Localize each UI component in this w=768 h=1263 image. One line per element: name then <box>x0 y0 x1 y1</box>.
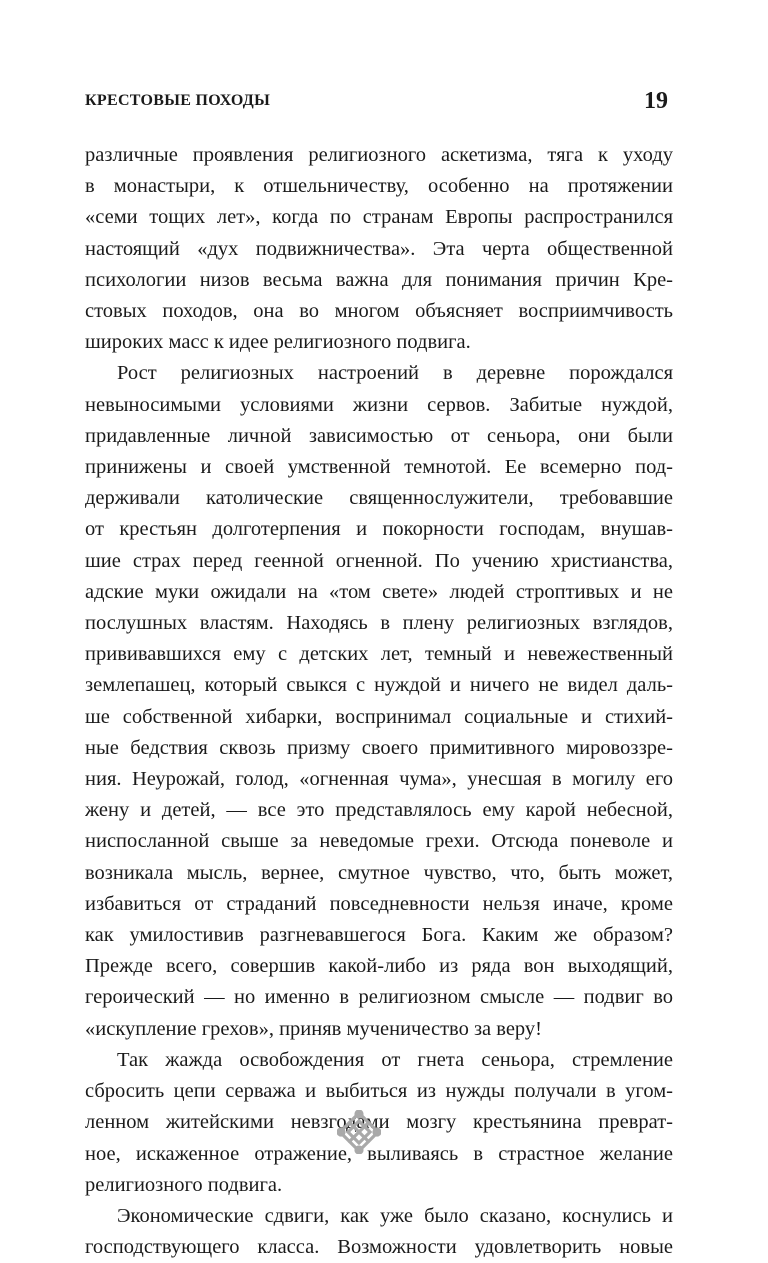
text-line: широких масс к идее религиозного подвига. <box>85 331 471 354</box>
text-line: жену и детей, — все это представлялось ему карой небесной, <box>85 799 673 822</box>
text-line: религиозного подвига. <box>85 1173 283 1196</box>
text-line: держивали католические священнослужители, требовавшие <box>85 487 673 510</box>
text-line: послушных властям. Находясь в плену религиозных взглядов, <box>85 612 673 635</box>
text-line: настоящий «дух подвижничества». Эта черта общественной <box>85 237 673 260</box>
running-title: КРЕСТОВЫЕ ПОХОДЫ <box>85 92 271 109</box>
text-line: прививавшихся ему с детских лет, темный и невежественный <box>85 643 673 666</box>
text-line: землепашец, который свыкся с нуждой и ничего не видел даль- <box>85 674 673 697</box>
text-line: «искупление грехов», приняв мученичество за веру! <box>85 1017 542 1040</box>
text-line: Рост религиозных настроений в деревне порождался <box>117 362 673 385</box>
text-line: психологии низов весьма важна для понимания причин Кре- <box>85 268 673 291</box>
text-line: как умилостивив разгневавшегося Бога. Каким же образом? <box>85 924 673 947</box>
text-line: избавиться от страданий повседневности нельзя иначе, кроме <box>85 892 673 915</box>
text-line: ные бедствия сквозь призму своего примитивного мировоззре- <box>85 736 673 759</box>
text-line: «семи тощих лет», когда по странам Европы распространился <box>85 206 673 229</box>
text-line: принижены и своей умственной темнотой. Ее всемерно под- <box>85 456 673 479</box>
text-line: возникала мысль, вернее, смутное чувство, что, быть может, <box>85 861 673 884</box>
text-line: ное, искаженное отражение, выливаясь в страстное желание <box>85 1142 673 1165</box>
text-line: господствующего класса. Возможности удовлетворить новые <box>85 1236 673 1259</box>
text-line: от крестьян долготерпения и покорности господам, внушав- <box>85 518 673 541</box>
text-line: ния. Неурожай, голод, «огненная чума», унесшая в могилу его <box>85 768 673 791</box>
text-line: придавленные личной зависимостью от сеньора, они были <box>85 424 673 447</box>
running-header <box>85 88 668 118</box>
text-line: сбросить цепи серважа и выбиться из нужды получали в угом- <box>85 1080 673 1103</box>
text-line: невыносимыми условиями жизни сервов. Забитые нуждой, <box>85 393 673 416</box>
text-line: различные проявления религиозного аскетизма, тяга к уходу <box>85 144 673 166</box>
text-line: адские муки ожидали на «том свете» людей строптивых и не <box>85 580 673 603</box>
text-line: в монастыри, к отшельничеству, особенно на протяжении <box>85 175 673 198</box>
text-line: ше собственной хибарки, воспринимал социальные и стихий- <box>85 705 673 728</box>
text-line: шие страх перед геенной огненной. По учению христианства, <box>85 549 673 572</box>
text-line: Прежде всего, совершив какой-либо из ряда вон выходящий, <box>85 955 673 978</box>
page-number: 19 <box>644 88 668 114</box>
celtic-knot-ornament-icon <box>337 1110 381 1154</box>
text-line: героический — но именно в религиозном смысле — подвиг во <box>85 986 673 1009</box>
text-line: стовых походов, она во многом объясняет восприимчивость <box>85 300 673 323</box>
text-line: Так жажда освобождения от гнета сеньора, стремление <box>117 1048 673 1071</box>
text-line: ленном житейскими невзгодами мозгу крестьянина преврат- <box>85 1111 673 1134</box>
text-line: ниспосланной свыше за неведомые грехи. Отсюда поневоле и <box>85 830 673 853</box>
body-text <box>85 140 673 1263</box>
text-line: Экономические сдвиги, как уже было сказано, коснулись и <box>117 1204 673 1227</box>
